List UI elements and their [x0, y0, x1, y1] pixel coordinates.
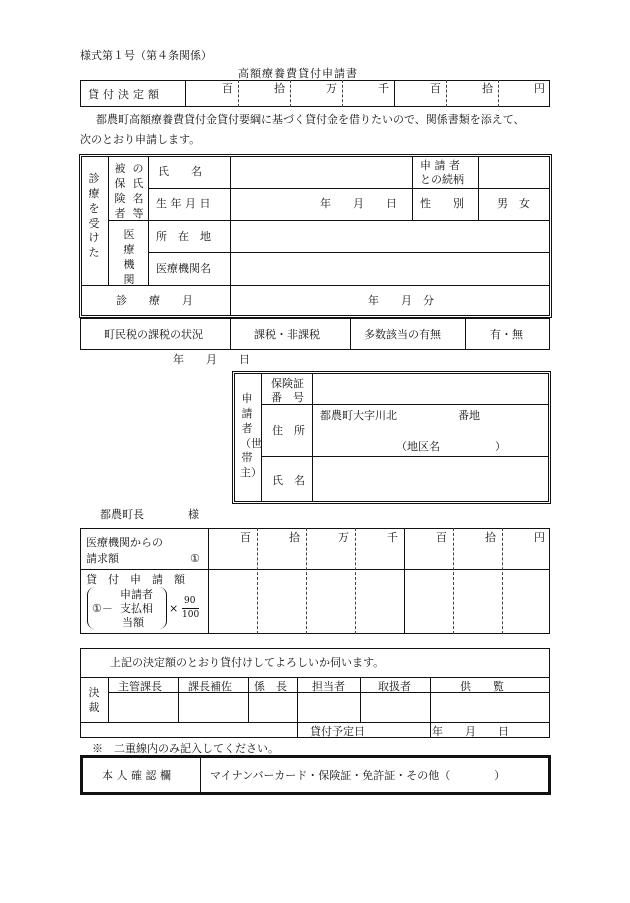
approval-side-label: 決裁	[88, 686, 100, 714]
decision-amount-label: 貸付決定額	[88, 88, 163, 101]
hospital-claim-label: 医療機関からの	[86, 536, 163, 549]
loan-date-label: 貸付予定日	[310, 725, 365, 738]
approval-col: 取扱者	[378, 680, 411, 693]
request-digit: 拾	[289, 531, 300, 544]
approval-statement: 上記の決定額のとおり貸付けしてよろしいか伺います。	[110, 656, 385, 669]
identity-value: マイナンバーカード・保険証・免許証・その他（ ）	[210, 769, 506, 782]
approval-col: 担当者	[312, 680, 345, 693]
note: ※ 二重線内のみ記入してください。	[92, 742, 279, 755]
applicant-side-label: 申請者（世帯主）	[240, 392, 262, 480]
approval-col: 係 長	[254, 680, 287, 693]
decision-digit: 千	[378, 82, 389, 95]
decision-digit: 百	[222, 82, 233, 95]
request-digit: 万	[338, 531, 349, 544]
hospital-name-label: 医療機関名	[156, 262, 211, 275]
form-number: 様式第１号（第４条関係）	[80, 49, 212, 62]
decision-digit: 百	[430, 82, 441, 95]
sex-label: 性 別	[420, 197, 464, 210]
request-digit: 百	[240, 531, 251, 544]
addressee: 都農町長 様	[100, 508, 199, 521]
circle-one: ①	[190, 552, 200, 565]
request-digit: 百	[436, 531, 447, 544]
treatment-month-value: 年 月 分	[368, 294, 434, 307]
applicant-address-value: 都農町大字川北	[320, 409, 397, 422]
approval-col: 課長補佐	[188, 680, 232, 693]
formula-bottom: 当額	[122, 616, 144, 629]
intro-line-2: 次のとおり申請します。	[80, 133, 201, 146]
patient-side-label: 診療を受けた	[88, 172, 100, 260]
fraction-numerator: 90	[184, 596, 196, 606]
insured-label: 被保険者	[114, 162, 126, 220]
hospital-claim-label: 請求額	[86, 552, 119, 565]
request-digit: 拾	[485, 531, 496, 544]
insurance-number-label: 番 号	[271, 391, 304, 404]
hospital-address-label: 所 在 地	[156, 230, 211, 243]
formula-top: 申請者	[120, 588, 153, 601]
insured-name-group-label: の氏名等	[132, 162, 144, 220]
decision-digit: 万	[326, 82, 337, 95]
relation-label: との続柄	[420, 173, 464, 186]
fraction-denominator: 100	[182, 610, 200, 620]
intro-line-1: 都農町高額療養費貸付金貸付要綱に基づく貸付金を借りたいので、関係書類を添えて、	[96, 113, 525, 126]
tax-status-label: 町民税の課税の状況	[104, 328, 203, 341]
form-title: 高額療養費貸付申請書	[238, 67, 358, 80]
formula-mid: 支払相	[120, 602, 153, 615]
multi-case-label: 多数該当の有無	[364, 328, 441, 341]
name-label: 氏 名	[158, 165, 202, 178]
applicant-address-label: 住 所	[272, 424, 305, 437]
tax-status-value: 課税・非課税	[254, 328, 320, 341]
loan-date-value: 年 月 日	[432, 725, 509, 738]
request-digit: 千	[387, 531, 398, 544]
applicant-name-label: 氏 名	[272, 474, 305, 487]
loan-request-label: 貸 付 申 請 額	[86, 573, 185, 586]
multi-case-value: 有・無	[490, 328, 523, 341]
sex-value: 男 女	[497, 197, 530, 210]
identity-label: 本 人 確 認 欄	[102, 769, 171, 782]
relation-label: 申 請 者	[420, 159, 460, 172]
banchi-label: 番地	[458, 409, 480, 422]
district-label: （地区名 ）	[396, 440, 506, 453]
formula-times: ×	[169, 602, 179, 615]
request-digit: 円	[534, 531, 545, 544]
approval-col: 主管課長	[118, 680, 162, 693]
treatment-month-label: 診 療 月	[116, 294, 193, 307]
decision-digit: 拾	[274, 82, 285, 95]
approval-col: 供 覧	[460, 680, 504, 693]
formula-prefix: ①－	[92, 602, 113, 615]
birth-value: 年 月 日	[320, 197, 397, 210]
birth-label: 生 年 月 日	[156, 197, 211, 210]
hospital-group-label: 医療機関	[123, 228, 135, 286]
insurance-number-label: 保険証	[271, 377, 304, 390]
application-date: 年 月 日	[173, 353, 250, 366]
decision-digit: 拾	[482, 82, 493, 95]
decision-digit: 円	[534, 82, 545, 95]
